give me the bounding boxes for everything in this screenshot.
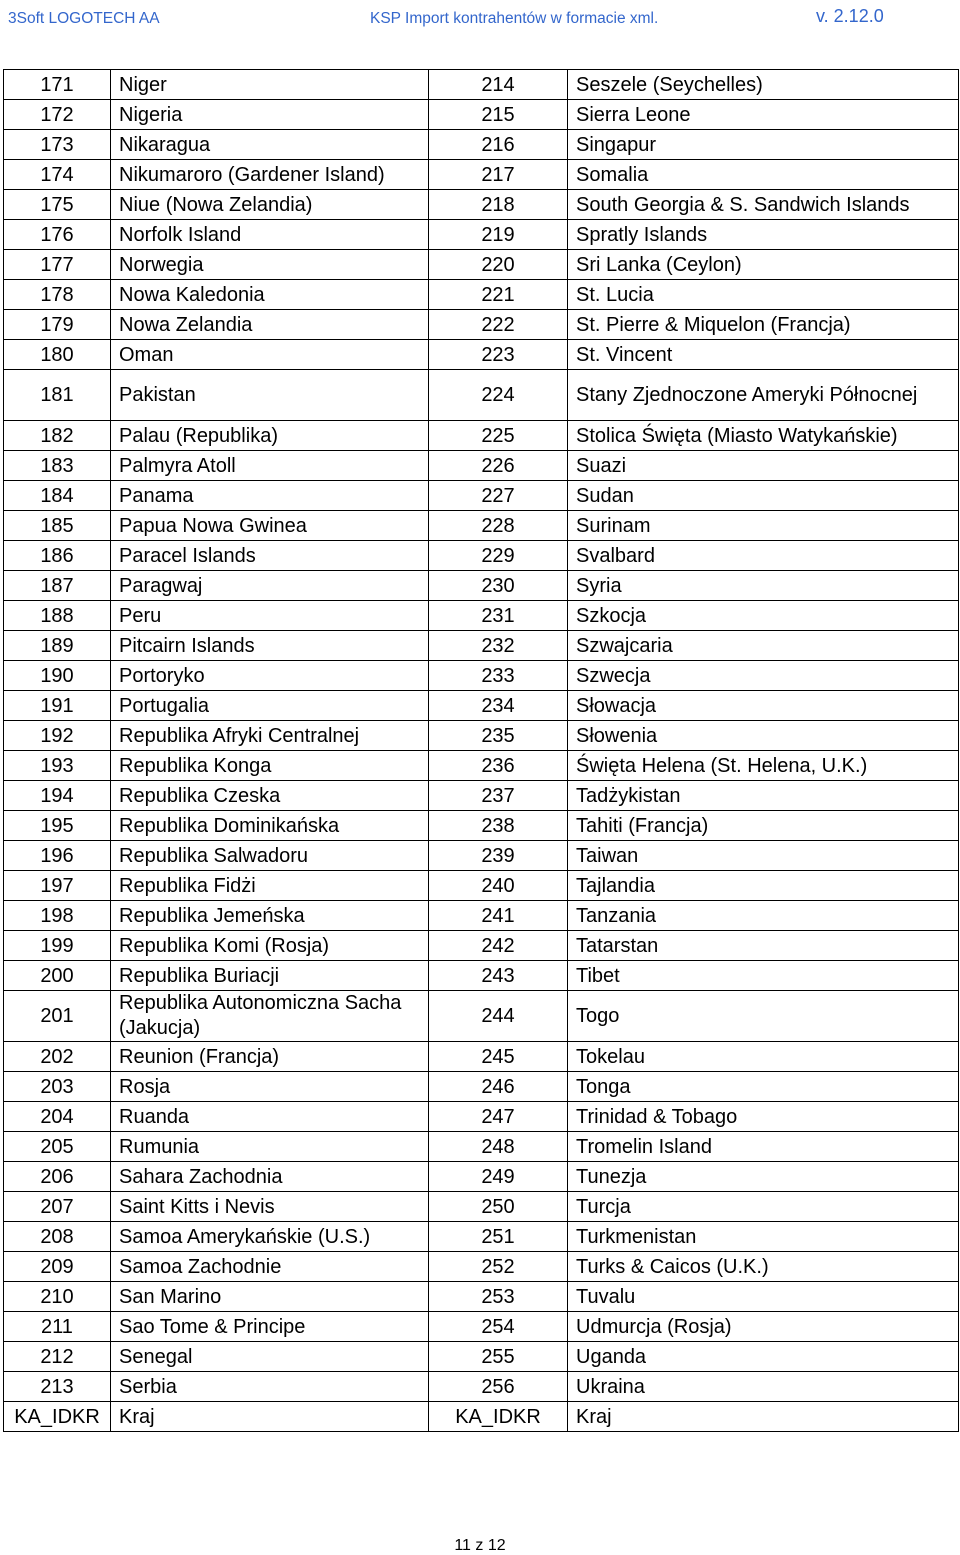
code-cell-right: 255 (429, 1342, 568, 1372)
code-cell-right: 256 (429, 1372, 568, 1402)
header-version: v. 2.12.0 (816, 6, 884, 26)
code-cell-left: 208 (4, 1222, 111, 1252)
code-cell-right: 244 (429, 991, 568, 1042)
country-cell-right: Spratly Islands (568, 220, 959, 250)
code-cell-right: 224 (429, 370, 568, 421)
code-cell-left: 211 (4, 1312, 111, 1342)
code-cell-right: 233 (429, 661, 568, 691)
country-cell-right: Surinam (568, 511, 959, 541)
code-cell-left: 200 (4, 961, 111, 991)
code-cell-left: 175 (4, 190, 111, 220)
header-document-title: KSP Import kontrahentów w formacie xml. (370, 10, 659, 27)
code-cell-left: 195 (4, 811, 111, 841)
table-row (4, 1402, 959, 1432)
country-cell-left: Portoryko (111, 661, 429, 691)
code-cell-left: 212 (4, 1342, 111, 1372)
table-row (4, 901, 959, 931)
code-cell-right: 226 (429, 451, 568, 481)
country-cell-right: St. Pierre & Miquelon (Francja) (568, 310, 959, 340)
table-row (4, 631, 959, 661)
country-cell-left: Pakistan (111, 370, 429, 421)
code-cell-left: KA_IDKR (4, 1402, 111, 1432)
table-row (4, 130, 959, 160)
country-cell-right: St. Lucia (568, 280, 959, 310)
country-cell-left: Republika Salwadoru (111, 841, 429, 871)
table-row (4, 1222, 959, 1252)
code-cell-right: 231 (429, 601, 568, 631)
table-row (4, 721, 959, 751)
country-cell-right: Seszele (Seychelles) (568, 70, 959, 100)
country-cell-right: Sri Lanka (Ceylon) (568, 250, 959, 280)
country-cell-right: Turkmenistan (568, 1222, 959, 1252)
country-cell-right: Somalia (568, 160, 959, 190)
code-cell-left: 181 (4, 370, 111, 421)
country-cell-right: St. Vincent (568, 340, 959, 370)
code-cell-left: 194 (4, 781, 111, 811)
code-cell-left: 205 (4, 1132, 111, 1162)
page-number: 11 z 12 (454, 1537, 506, 1554)
code-cell-left: 189 (4, 631, 111, 661)
country-cell-right: Trinidad & Tobago (568, 1102, 959, 1132)
code-cell-left: 188 (4, 601, 111, 631)
code-cell-left: 187 (4, 571, 111, 601)
country-cell-left: Republika Buriacji (111, 961, 429, 991)
country-cell-left: Kraj (111, 1402, 429, 1432)
code-cell-right: 220 (429, 250, 568, 280)
table-row (4, 1072, 959, 1102)
country-cell-right: Sudan (568, 481, 959, 511)
code-cell-left: 213 (4, 1372, 111, 1402)
code-cell-right: 245 (429, 1042, 568, 1072)
table-row (4, 421, 959, 451)
country-cell-left: San Marino (111, 1282, 429, 1312)
code-cell-left: 180 (4, 340, 111, 370)
country-cell-left: Norfolk Island (111, 220, 429, 250)
country-cell-right: Tajlandia (568, 871, 959, 901)
country-cell-right: Tanzania (568, 901, 959, 931)
code-cell-right: 247 (429, 1102, 568, 1132)
code-cell-left: 172 (4, 100, 111, 130)
country-cell-left: Paracel Islands (111, 541, 429, 571)
code-cell-left: 206 (4, 1162, 111, 1192)
code-cell-right: 248 (429, 1132, 568, 1162)
code-cell-left: 201 (4, 991, 111, 1042)
table-row (4, 1042, 959, 1072)
code-cell-left: 196 (4, 841, 111, 871)
country-cell-right: Tokelau (568, 1042, 959, 1072)
country-cell-right: South Georgia & S. Sandwich Islands (568, 190, 959, 220)
country-cell-left: Republika Fidżi (111, 871, 429, 901)
code-cell-right: 234 (429, 691, 568, 721)
country-cell-left: Paragwaj (111, 571, 429, 601)
country-cell-right: Stany Zjednoczone Ameryki Północnej (568, 370, 959, 421)
table-row (4, 1312, 959, 1342)
code-cell-right: 241 (429, 901, 568, 931)
country-cell-left: Republika Konga (111, 751, 429, 781)
code-cell-right: 254 (429, 1312, 568, 1342)
country-cell-right: Tromelin Island (568, 1132, 959, 1162)
table-row (4, 961, 959, 991)
code-cell-right: 238 (429, 811, 568, 841)
country-codes-table-body (4, 70, 959, 1432)
country-codes-table (3, 69, 959, 1432)
country-cell-left: Republika Czeska (111, 781, 429, 811)
table-row (4, 991, 959, 1042)
table-row (4, 1192, 959, 1222)
code-cell-right: 237 (429, 781, 568, 811)
table-row (4, 601, 959, 631)
country-cell-right: Stolica Święta (Miasto Watykańskie) (568, 421, 959, 451)
table-row (4, 511, 959, 541)
table-row (4, 220, 959, 250)
country-cell-right: Suazi (568, 451, 959, 481)
table-row (4, 310, 959, 340)
code-cell-right: 221 (429, 280, 568, 310)
country-cell-left: Samoa Zachodnie (111, 1252, 429, 1282)
table-row (4, 70, 959, 100)
country-cell-right: Tonga (568, 1072, 959, 1102)
code-cell-right: 215 (429, 100, 568, 130)
country-cell-right: Tadżykistan (568, 781, 959, 811)
country-cell-left: Nikumaroro (Gardener Island) (111, 160, 429, 190)
country-cell-right: Turks & Caicos (U.K.) (568, 1252, 959, 1282)
country-cell-left: Rosja (111, 1072, 429, 1102)
table-row (4, 280, 959, 310)
code-cell-right: 223 (429, 340, 568, 370)
code-cell-left: 182 (4, 421, 111, 451)
code-cell-left: 198 (4, 901, 111, 931)
country-cell-right: Kraj (568, 1402, 959, 1432)
code-cell-left: 202 (4, 1042, 111, 1072)
code-cell-left: 210 (4, 1282, 111, 1312)
code-cell-left: 176 (4, 220, 111, 250)
code-cell-left: 192 (4, 721, 111, 751)
country-cell-left: Republika Jemeńska (111, 901, 429, 931)
country-cell-right: Turcja (568, 1192, 959, 1222)
table-row (4, 100, 959, 130)
table-row (4, 1162, 959, 1192)
country-cell-left: Palau (Republika) (111, 421, 429, 451)
country-cell-left: Serbia (111, 1372, 429, 1402)
code-cell-left: 171 (4, 70, 111, 100)
code-cell-right: 239 (429, 841, 568, 871)
table-row (4, 1342, 959, 1372)
code-cell-right: 219 (429, 220, 568, 250)
code-cell-right: 218 (429, 190, 568, 220)
code-cell-right: 251 (429, 1222, 568, 1252)
code-cell-left: 190 (4, 661, 111, 691)
code-cell-right: 243 (429, 961, 568, 991)
code-cell-right: 216 (429, 130, 568, 160)
code-cell-left: 177 (4, 250, 111, 280)
country-cell-left: Palmyra Atoll (111, 451, 429, 481)
code-cell-right: 217 (429, 160, 568, 190)
country-cell-left: Republika Dominikańska (111, 811, 429, 841)
country-cell-left: Panama (111, 481, 429, 511)
country-cell-right: Tibet (568, 961, 959, 991)
country-cell-right: Tuvalu (568, 1282, 959, 1312)
code-cell-left: 183 (4, 451, 111, 481)
country-cell-left: Ruanda (111, 1102, 429, 1132)
table-row (4, 451, 959, 481)
country-cell-left: Nikaragua (111, 130, 429, 160)
country-cell-right: Szkocja (568, 601, 959, 631)
code-cell-right: 214 (429, 70, 568, 100)
country-cell-left: Rumunia (111, 1132, 429, 1162)
country-cell-left: Pitcairn Islands (111, 631, 429, 661)
country-cell-right: Słowacja (568, 691, 959, 721)
table-row (4, 931, 959, 961)
code-cell-right: 230 (429, 571, 568, 601)
country-cell-left: Norwegia (111, 250, 429, 280)
code-cell-left: 191 (4, 691, 111, 721)
country-cell-left: Sao Tome & Principe (111, 1312, 429, 1342)
country-cell-left: Nowa Kaledonia (111, 280, 429, 310)
country-cell-left: Peru (111, 601, 429, 631)
country-cell-right: Syria (568, 571, 959, 601)
country-cell-left: Republika Afryki Centralnej (111, 721, 429, 751)
table-row (4, 1132, 959, 1162)
code-cell-left: 203 (4, 1072, 111, 1102)
country-cell-right: Tunezja (568, 1162, 959, 1192)
code-cell-right: 227 (429, 481, 568, 511)
country-cell-left: Nigeria (111, 100, 429, 130)
country-cell-left: Republika Komi (Rosja) (111, 931, 429, 961)
country-cell-left: Oman (111, 340, 429, 370)
code-cell-left: 197 (4, 871, 111, 901)
country-cell-right: Słowenia (568, 721, 959, 751)
table-row (4, 691, 959, 721)
country-cell-left: Papua Nowa Gwinea (111, 511, 429, 541)
country-cell-right: Szwajcaria (568, 631, 959, 661)
country-cell-right: Svalbard (568, 541, 959, 571)
country-cell-left: Sahara Zachodnia (111, 1162, 429, 1192)
code-cell-right: 232 (429, 631, 568, 661)
table-row (4, 1102, 959, 1132)
table-row (4, 190, 959, 220)
code-cell-right: 236 (429, 751, 568, 781)
country-cell-right: Taiwan (568, 841, 959, 871)
country-cell-left: Saint Kitts i Nevis (111, 1192, 429, 1222)
code-cell-right: 235 (429, 721, 568, 751)
table-row (4, 340, 959, 370)
table-row (4, 250, 959, 280)
code-cell-left: 209 (4, 1252, 111, 1282)
code-cell-left: 204 (4, 1102, 111, 1132)
code-cell-right: 242 (429, 931, 568, 961)
country-cell-right: Tatarstan (568, 931, 959, 961)
code-cell-right: 250 (429, 1192, 568, 1222)
country-cell-left: Reunion (Francja) (111, 1042, 429, 1072)
code-cell-left: 173 (4, 130, 111, 160)
code-cell-left: 184 (4, 481, 111, 511)
country-cell-left: Samoa Amerykańskie (U.S.) (111, 1222, 429, 1252)
code-cell-left: 207 (4, 1192, 111, 1222)
country-cell-right: Święta Helena (St. Helena, U.K.) (568, 751, 959, 781)
table-row (4, 781, 959, 811)
country-cell-right: Udmurcja (Rosja) (568, 1312, 959, 1342)
code-cell-right: 228 (429, 511, 568, 541)
code-cell-right: 252 (429, 1252, 568, 1282)
page-header (0, 0, 960, 40)
code-cell-left: 178 (4, 280, 111, 310)
table-row (4, 811, 959, 841)
code-cell-right: 253 (429, 1282, 568, 1312)
table-row (4, 1252, 959, 1282)
country-cell-right: Tahiti (Francja) (568, 811, 959, 841)
table-row (4, 571, 959, 601)
country-cell-right: Singapur (568, 130, 959, 160)
code-cell-right: KA_IDKR (429, 1402, 568, 1432)
country-cell-right: Ukraina (568, 1372, 959, 1402)
code-cell-left: 174 (4, 160, 111, 190)
code-cell-right: 246 (429, 1072, 568, 1102)
code-cell-right: 225 (429, 421, 568, 451)
table-row (4, 751, 959, 781)
code-cell-left: 186 (4, 541, 111, 571)
code-cell-left: 179 (4, 310, 111, 340)
country-cell-right: Uganda (568, 1342, 959, 1372)
code-cell-left: 193 (4, 751, 111, 781)
country-cell-left: Senegal (111, 1342, 429, 1372)
table-row (4, 841, 959, 871)
table-row (4, 1282, 959, 1312)
code-cell-left: 185 (4, 511, 111, 541)
code-cell-right: 249 (429, 1162, 568, 1192)
code-cell-right: 222 (429, 310, 568, 340)
code-cell-right: 240 (429, 871, 568, 901)
table-row (4, 370, 959, 421)
country-cell-left: Niger (111, 70, 429, 100)
country-cell-left: Republika Autonomiczna Sacha (Jakucja) (111, 991, 429, 1042)
code-cell-left: 199 (4, 931, 111, 961)
table-row (4, 160, 959, 190)
table-row (4, 481, 959, 511)
country-cell-right: Szwecja (568, 661, 959, 691)
country-cell-right: Togo (568, 991, 959, 1042)
header-company: 3Soft LOGOTECH AA (8, 10, 160, 27)
country-cell-left: Nowa Zelandia (111, 310, 429, 340)
table-row (4, 1372, 959, 1402)
code-cell-right: 229 (429, 541, 568, 571)
country-cell-left: Niue (Nowa Zelandia) (111, 190, 429, 220)
table-row (4, 541, 959, 571)
table-row (4, 871, 959, 901)
country-cell-right: Sierra Leone (568, 100, 959, 130)
country-cell-left: Portugalia (111, 691, 429, 721)
table-row (4, 661, 959, 691)
